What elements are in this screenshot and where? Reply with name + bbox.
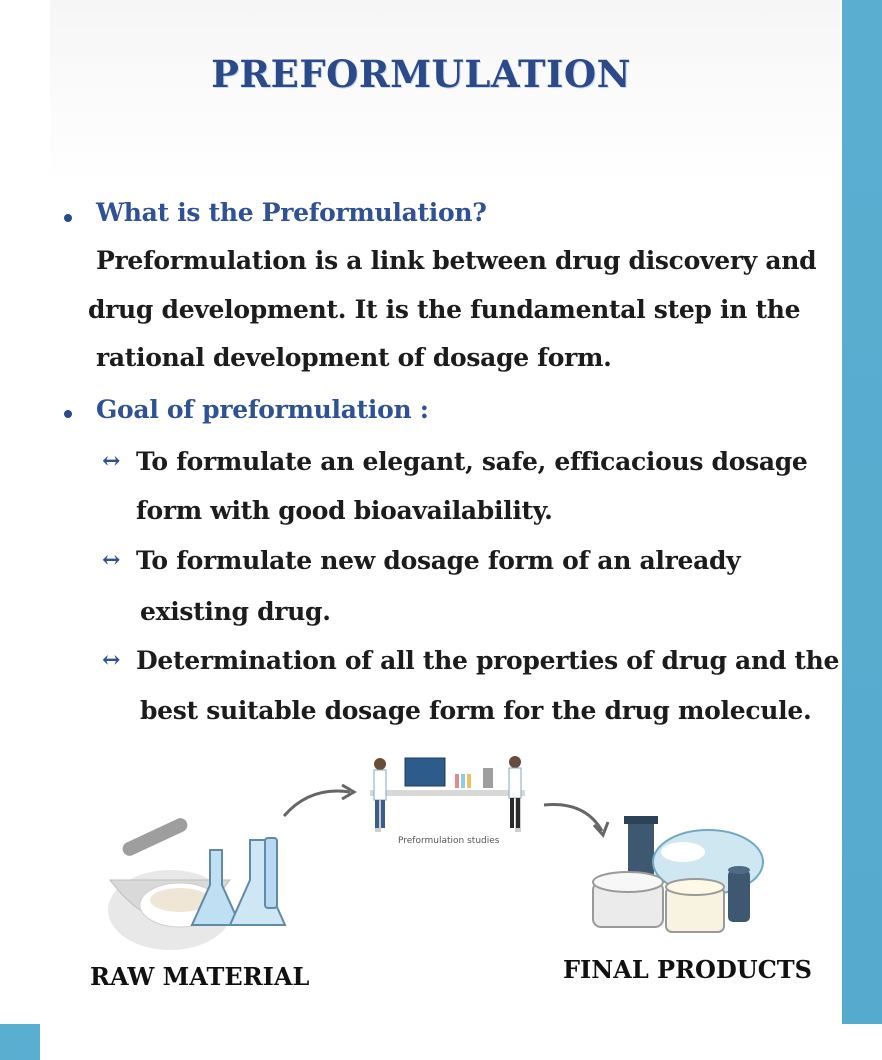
goal-item-line: best suitable dosage form for the drug molecule. [140, 696, 812, 725]
page-title: PREFORMULATION [211, 52, 631, 96]
bidirectional-arrow-icon: ↔ [102, 547, 121, 573]
bidirectional-arrow-icon: ↔ [102, 448, 121, 474]
goal-item-line: To formulate new dosage form of an already [136, 546, 741, 575]
section2-heading: Goal of preformulation : [96, 395, 429, 424]
section1-heading: What is the Preformulation? [96, 198, 487, 227]
section1-line: Preformulation is a link between drug discovery and [96, 246, 817, 275]
goal-item-line: form with good bioavailability. [136, 496, 553, 525]
goal-item-line: To formulate an elegant, safe, efficacious dosage [136, 447, 808, 476]
lab-caption: Preformulation studies [398, 836, 500, 846]
raw-material-illustration [100, 810, 300, 960]
goal-item-line: Determination of all the properties of drug and the [136, 646, 840, 675]
section1-line: drug development. It is the fundamental step in the [88, 295, 801, 324]
right-accent-band [842, 0, 882, 1024]
curved-arrow-icon [280, 780, 360, 820]
final-products-illustration [588, 812, 788, 940]
bullet-point [64, 410, 72, 418]
bidirectional-arrow-icon: ↔ [102, 647, 121, 673]
lab-illustration [365, 750, 535, 835]
bullet-point [64, 214, 72, 222]
goal-item-line: existing drug. [140, 597, 331, 626]
section1-line: rational development of dosage form. [96, 343, 612, 372]
final-products-label: FINAL PRODUCTS [563, 955, 812, 984]
raw-material-label: RAW MATERIAL [90, 962, 310, 991]
